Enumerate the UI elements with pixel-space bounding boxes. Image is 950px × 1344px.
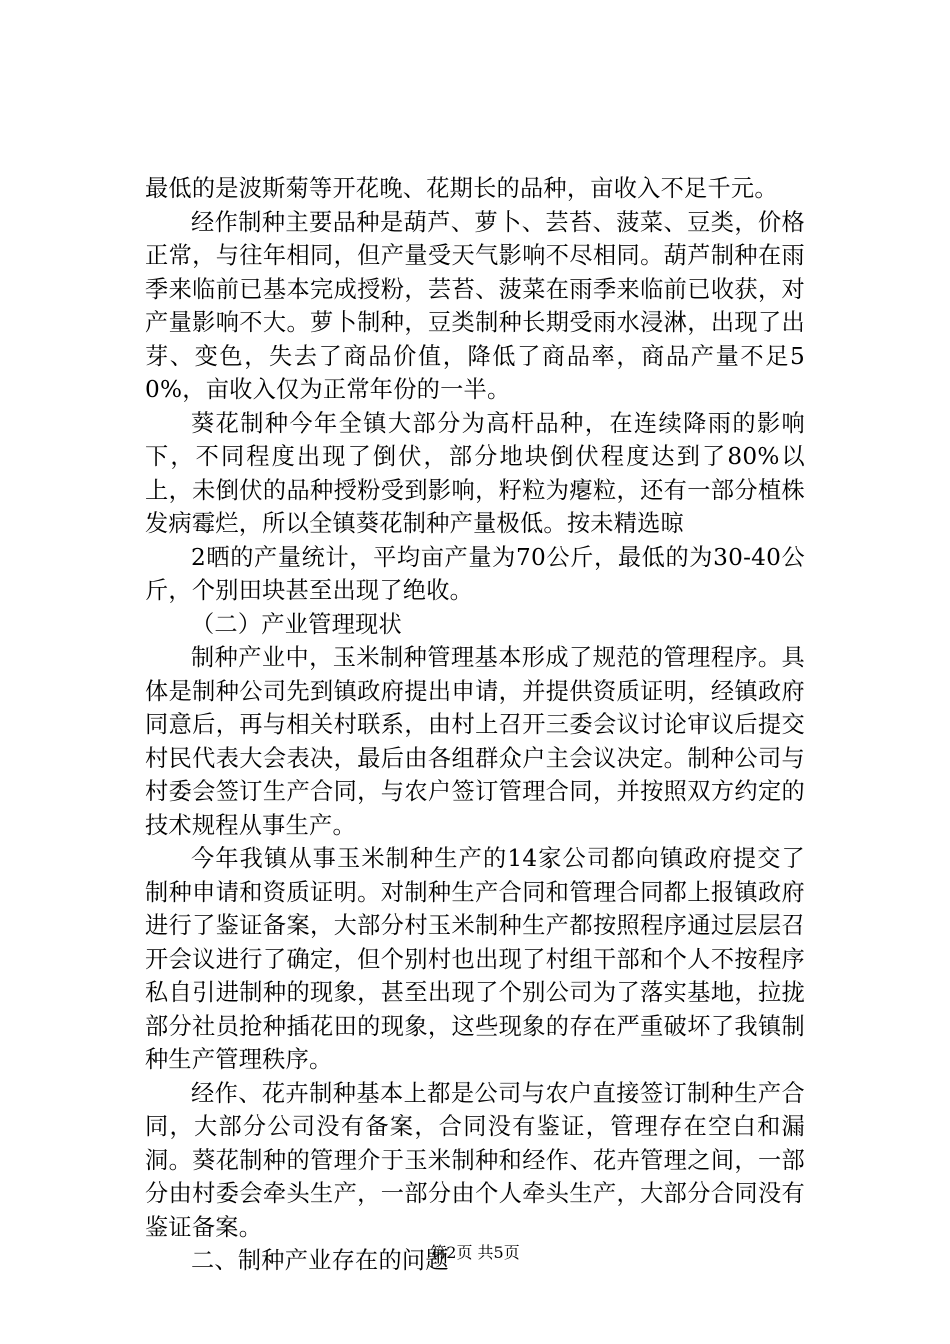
paragraph-4: 2晒的产量统计，平均亩产量为70公斤，最低的为30-40公斤，个别田块甚至出现了绝收。 <box>145 543 805 604</box>
document-body <box>145 172 805 1278</box>
page-footer <box>0 1243 950 1263</box>
paragraph-8: 经作、花卉制种基本上都是公司与农户直接签订制种生产合同，大部分公司没有备案，合同没有鉴证，管理存在空白和漏洞。葵花制种的管理介于玉米制种和经作、花卉管理之间，一部分由村委会牵头生产，一部分由个人牵头生产，大部分合同没有鉴证备案。 <box>145 1079 805 1241</box>
paragraph-3: 葵花制种今年全镇大部分为高杆品种，在连续降雨的影响下，不同程度出现了倒伏，部分地块倒伏程度达到了80%以上，未倒伏的品种授粉受到影响，籽粒为瘪粒，还有一部分植株发病霉烂，所以全镇葵花制种产量极低。按未精选晾 <box>145 409 805 537</box>
paragraph-7: 今年我镇从事玉米制种生产的14家公司都向镇政府提交了制种申请和资质证明。对制种生产合同和管理合同都上报镇政府进行了鉴证备案，大部分村玉米制种生产都按照程序通过层层召开会议进行了确定，但个别村也出现了村组干部和个人不按程序私自引进制种的现象，甚至出现了个别公司为了落实基地，拉拢部分社员抢种插花田的现象，这些现象的存在严重破坏了我镇制种生产管理秩序。 <box>145 845 805 1073</box>
page-number-label: 第2页 共5页 <box>430 1243 520 1262</box>
paragraph-1: 最低的是波斯菊等开花晚、花期长的品种，亩收入不足千元。 <box>145 175 778 202</box>
section-heading-problems: 二、制种产业存在的问题 <box>191 1247 449 1274</box>
section-heading-industry-management: （二）产业管理现状 <box>191 610 402 638</box>
paragraph-6: 制种产业中，玉米制种管理基本形成了规范的管理程序。具体是制种公司先到镇政府提出申请，并提供资质证明，经镇政府同意后，再与相关村联系，由村上召开三委会议讨论审议后提交村民代表大会表决，最后由各组群众户主会议决定。制种公司与村委会签订生产合同，与农户签订管理合同，并按照双方约定的技术规程从事生产。 <box>145 644 805 839</box>
paragraph-2: 经作制种主要品种是葫芦、萝卜、芸苔、菠菜、豆类，价格正常，与往年相同，但产量受天气影响不尽相同。葫芦制种在雨季来临前已基本完成授粉，芸苔、菠菜在雨季来临前已收获，对产量影响不大。萝卜制种，豆类制种长期受雨水浸淋，出现了出芽、变色，失去了商品价值，降低了商品率，商品产量不足50%，亩收入仅为正常年份的一半。 <box>145 208 805 403</box>
